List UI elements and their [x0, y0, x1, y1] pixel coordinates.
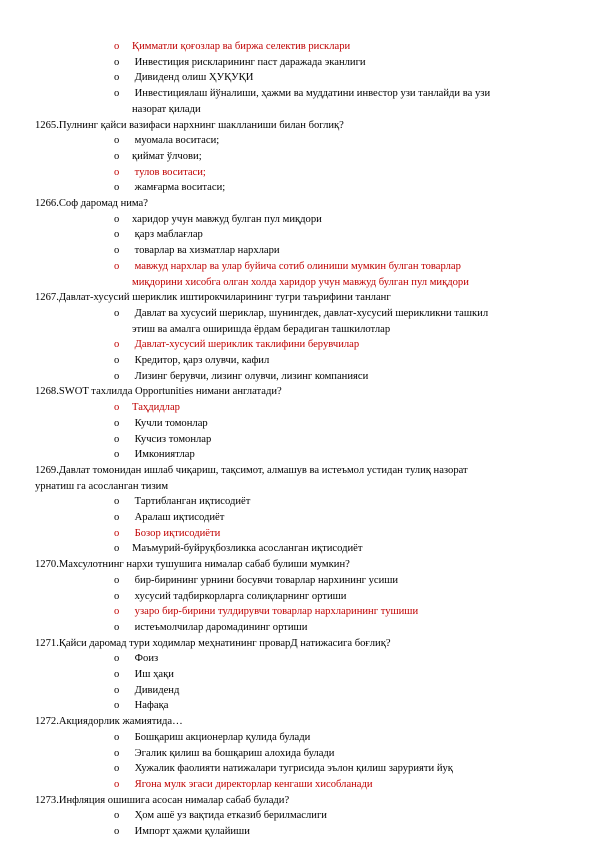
answer-option-text: Инвестициялаш йўналиши, ҳажми ва муддатини инвестор узи танлайди ва узи — [132, 88, 491, 100]
answer-option — [114, 213, 322, 227]
answer-option-continuation: назорат қилади — [132, 103, 201, 115]
answer-option-continuation: этиш ва амалга оширишда ёрдам берадиган ташкилотлар — [132, 323, 391, 335]
answer-option-text: истеъмолчилар даромадининг ортиши — [132, 621, 308, 633]
answer-option — [114, 825, 250, 839]
answer-option — [114, 684, 179, 698]
bullet-marker: o — [114, 810, 120, 822]
answer-option — [114, 417, 208, 431]
answer-option-text: Бошқариш акционерлар қулида булади — [132, 731, 311, 743]
bullet-marker: o — [114, 700, 120, 712]
question-text: 1269.Давлат томонидан ишлаб чиқариш, тақсимот, алмашув ва истеъмол устидан тулиқ назорат — [35, 464, 468, 476]
answer-option — [114, 762, 453, 776]
answer-option-text: Аралаш иқтисодиёт — [132, 512, 225, 523]
bullet-marker: o — [114, 150, 120, 162]
answer-option-text: Эгалик қилиш ва бошқариш алохида булади — [132, 747, 335, 759]
answer-option — [114, 181, 225, 195]
answer-option-correct — [114, 527, 220, 541]
bullet-marker: o — [114, 307, 120, 319]
bullet-marker: o — [114, 590, 120, 602]
bullet-marker: o — [114, 402, 120, 414]
answer-option-text: Дивиденд — [132, 684, 180, 696]
answer-option-text: Кучли томонлар — [132, 417, 208, 429]
answer-option — [114, 244, 280, 258]
bullet-marker: o — [114, 496, 120, 508]
answer-option — [114, 542, 363, 556]
bullet-marker: o — [114, 669, 120, 680]
answer-option — [114, 731, 310, 745]
answer-option-text: Хужалик фаолияти натижалари тугрисида эълон қилиш зарурияти йуқ — [132, 763, 453, 775]
question-text: урнатиш га асосланган тизим — [35, 480, 169, 492]
answer-option-text: қарз маблағлар — [132, 229, 203, 241]
answer-option — [114, 228, 203, 242]
answer-option — [114, 495, 250, 509]
bullet-marker: o — [114, 731, 120, 743]
answer-option — [114, 56, 366, 70]
answer-option — [114, 87, 490, 101]
answer-option — [114, 354, 269, 368]
answer-option-text: Давлат ва хусусий шериклар, шунингдек, давлат-хусусий шерикликни ташкил — [132, 307, 489, 319]
bullet-marker: o — [114, 166, 120, 178]
question-text: 1265.Пулнинг қайси вазифаси нархнинг шаклланиши билан боглиқ? — [35, 119, 344, 131]
answer-option-correct — [114, 778, 373, 792]
answer-option-text: Нафақа — [132, 700, 169, 712]
bullet-marker: o — [114, 370, 120, 382]
answer-option-text: Таҳдидлар — [132, 402, 180, 414]
bullet-marker: o — [114, 56, 120, 68]
answer-option-text: Инвестиция рискларининг паст даражада эканлиги — [132, 56, 366, 68]
bullet-marker: o — [114, 417, 120, 429]
bullet-marker: o — [114, 88, 120, 100]
bullet-marker: o — [114, 574, 120, 586]
answer-option — [114, 71, 253, 85]
bullet-marker: o — [114, 41, 120, 52]
answer-option — [114, 307, 488, 321]
answer-option-text: харидор учун мавжуд булган пул миқдори — [132, 213, 322, 225]
answer-option — [114, 433, 211, 447]
answer-option-text: жамғарма воситаси; — [132, 182, 226, 194]
bullet-marker: o — [114, 245, 120, 257]
bullet-marker: o — [114, 512, 120, 523]
bullet-marker: o — [114, 826, 120, 837]
answer-option — [114, 511, 224, 525]
answer-option-text: хусусий тадбиркорларга солиқларнинг ортиши — [132, 590, 347, 602]
answer-option-text: узаро бир-бирини тулдирувчи товарлар нархларининг тушиши — [132, 606, 419, 618]
answer-option-text: Давлат-хусусий шериклик таклифини берувчилар — [132, 339, 360, 351]
bullet-marker: o — [114, 135, 120, 147]
question-text: 1268.SWOT тахлилда Opportunities нимани англатади? — [35, 386, 282, 398]
bullet-marker: o — [114, 653, 120, 665]
answer-option-correct — [114, 166, 206, 180]
bullet-marker: o — [114, 763, 120, 775]
question-text: 1271.Қайси даромад тури ходимлар меҳнатининг проварД натижасига боғлиқ? — [35, 637, 391, 649]
answer-option-text: Бозор иқтисодиёти — [132, 527, 221, 539]
answer-option — [114, 699, 168, 713]
answer-option — [114, 150, 202, 164]
answer-option — [114, 668, 174, 682]
answer-option — [114, 621, 307, 635]
answer-option-correct — [114, 260, 461, 274]
bullet-marker: o — [114, 72, 120, 84]
bullet-marker: o — [114, 684, 120, 696]
answer-option-text: бир-бирининг урнини босувчи товарлар нархининг усиши — [132, 574, 399, 586]
answer-option — [114, 590, 346, 604]
bullet-marker: o — [114, 260, 120, 272]
bullet-marker: o — [114, 543, 120, 555]
bullet-marker: o — [114, 747, 120, 759]
answer-option-text: Ҳом ашё уз вақтида етказиб берилмаслиги — [132, 810, 327, 822]
answer-option — [114, 652, 158, 666]
bullet-marker: o — [114, 778, 120, 790]
question-text: 1266.Соф даромад нима? — [35, 198, 148, 209]
answer-option-text: Лизинг берувчи, лизинг олувчи, лизинг компанияси — [132, 370, 369, 382]
answer-option-text: Фоиз — [132, 653, 159, 665]
bullet-marker: o — [114, 182, 120, 194]
bullet-marker: o — [114, 355, 120, 366]
question-text: 1273.Инфляция ошишига асосан нималар сабаб булади? — [35, 794, 290, 806]
bullet-marker: o — [114, 527, 120, 539]
answer-option-correct — [114, 401, 180, 415]
answer-option-text: мавжуд нархлар ва улар буйича сотиб олиниши мумкин булган товарлар — [132, 260, 461, 272]
bullet-marker: o — [114, 433, 120, 445]
answer-option — [114, 134, 219, 148]
bullet-marker: o — [114, 606, 120, 618]
question-text: 1267.Давлат-хусусий шериклик иштирокчиларининг тугри таърифини танланг — [35, 292, 391, 304]
answer-option-text: Қимматли қоғозлар ва биржа селектив рисклари — [132, 41, 351, 52]
answer-option-text: Кучсиз томонлар — [132, 433, 212, 445]
question-text: 1270.Махсулотнинг нархи тушушига нималар сабаб булиши мумкин? — [35, 559, 350, 571]
answer-option-text: товарлар ва хизматлар нархлари — [132, 245, 280, 257]
answer-option-text: қиймат ўлчови; — [132, 150, 202, 162]
bullet-marker: o — [114, 339, 120, 351]
bullet-marker: o — [114, 621, 120, 633]
answer-option-text: Ягона мулк эгаси директорлар кенгаши хисобланади — [132, 778, 373, 790]
answer-option-correct — [114, 338, 359, 352]
answer-option-text: Имкониятлар — [132, 449, 195, 461]
answer-option — [114, 809, 327, 823]
answer-option-correct — [114, 40, 350, 54]
answer-option — [114, 448, 195, 462]
answer-option-text: Дивиденд олиш ҲУҚУҚИ — [132, 72, 254, 84]
answer-option — [114, 747, 334, 761]
bullet-marker: o — [114, 213, 120, 225]
answer-option — [114, 370, 368, 384]
bullet-marker: o — [114, 229, 120, 241]
bullet-marker: o — [114, 449, 120, 461]
question-text: 1272.Акциядорлик жамиятида… — [35, 716, 183, 728]
answer-option-text: Тартибланган иқтисодиёт — [132, 496, 251, 508]
answer-option-text: муомала воситаси; — [132, 135, 220, 147]
answer-option-text: Импорт ҳажми қулайиши — [132, 826, 250, 837]
answer-option — [114, 574, 398, 588]
answer-option-correct — [114, 605, 418, 619]
answer-option-text: Иш ҳақи — [132, 669, 174, 680]
answer-option-text: тулов воситаси; — [132, 166, 206, 178]
answer-option-text: Кредитор, қарз олувчи, кафил — [132, 355, 270, 366]
answer-option-text: Маъмурий-буйруқбозликка асосланган иқтисодиёт — [132, 543, 363, 555]
answer-option-continuation-correct: миқдорини хисобга олган холда харидор учун мавжуд булган пул миқдори — [132, 276, 469, 288]
